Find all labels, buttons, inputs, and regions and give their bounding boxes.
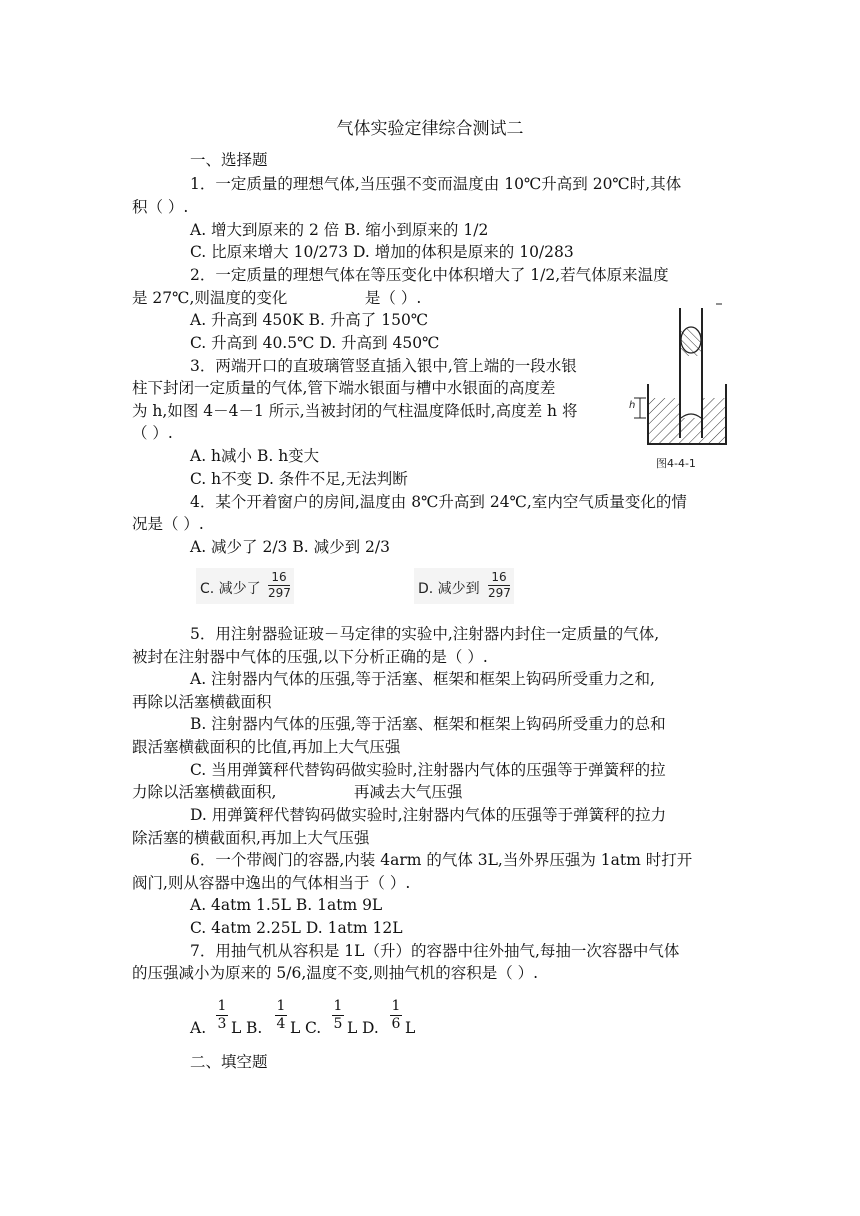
question-3-line-2: 柱下封闭一定质量的气体,管下端水银面与槽中水银面的高度差 [132,379,556,397]
question-5-option-c-1: C. 当用弹簧秤代替钩码做实验时,注射器内气体的压强等于弹簧秤的拉 [190,761,666,779]
fraction-numerator: 1 [333,998,343,1014]
question-4-line-2: 况是（ ）. [132,515,204,533]
question-7-label-d: D. [362,1019,379,1037]
question-2-options-cd: C. 升高到 40.5℃ D. 升高到 450℃ [190,334,440,352]
question-5-line-1: 5．用注射器验证玻－马定律的实验中,注射器内封住一定质量的气体, [190,625,660,643]
question-7-line-1: 7．用抽气机从容积是 1L（升）的容器中往外抽气,每抽一次容器中气体 [190,942,680,960]
question-4-options-ab: A. 减少了 2/3 B. 减少到 2/3 [190,538,390,556]
section-heading-2: 二、填空题 [190,1053,268,1071]
section-heading: 一、选择题 [190,151,268,169]
question-7-label-c: C. [305,1019,322,1037]
question-7-fraction-d [390,998,402,1032]
fraction-denominator: 297 [268,586,291,600]
question-5-line-2: 被封在注射器中气体的压强,以下分析正确的是（ ）. [132,648,488,666]
question-6-options-ab: A. 4atm 1.5L B. 1atm 9L [190,896,383,914]
fraction-denominator: 297 [488,586,511,600]
question-7-fraction-c [332,998,344,1032]
question-5-option-d-1: D. 用弹簧秤代替钩码做实验时,注射器内气体的压强等于弹簧秤的拉力 [190,806,667,824]
fraction-denominator: 4 [276,1016,286,1032]
fraction-numerator: 16 [271,570,287,584]
question-7-unit-a: L [231,1019,242,1037]
question-3-options-cd: C. h不变 D. 条件不足,无法判断 [190,470,408,488]
fraction-numerator: 1 [217,998,227,1014]
question-7-unit-b: L [290,1019,301,1037]
mercury-tube-figure [624,300,734,475]
figure-caption: 图4-4-1 [656,457,696,470]
question-7-unit-c: L [347,1019,358,1037]
fraction-numerator: 1 [276,998,286,1014]
question-2-line-1: 2．一定质量的理想气体在等压变化中体积增大了 1/2,若气体原来温度 [190,266,669,284]
question-2-options-ab: A. 升高到 450K B. 升高了 150℃ [190,311,429,329]
fraction-numerator: 16 [491,570,507,584]
question-6-line-2: 阀门,则从容器中逸出的气体相当于（ ）. [132,874,411,892]
option-d-text: D. 减少到 [418,581,480,597]
option-c-image [196,568,294,604]
question-7-label-b: B. [246,1019,263,1037]
question-6-options-cd: C. 4atm 2.25L D. 1atm 12L [190,919,403,937]
fraction-denominator: 3 [217,1016,227,1032]
question-1-line-2: 积（ ）. [132,198,189,216]
option-c-text: C. 减少了 [200,581,261,597]
question-1-line-1: 1．一定质量的理想气体,当压强不变而温度由 10℃升高到 20℃时,其体 [190,175,682,193]
question-7-fraction-b [275,998,287,1032]
fraction-denominator: 5 [333,1016,343,1032]
question-7-fraction-a [216,998,228,1032]
question-3-line-1: 3．两端开口的直玻璃管竖直插入银中,管上端的一段水银 [190,357,577,375]
option-d-fraction [488,571,510,600]
question-5-option-a-1: A. 注射器内气体的压强,等于活塞、框架和框架上钩码所受重力之和, [190,670,655,688]
question-3-line-3: 为 h,如图 4－4－1 所示,当被封闭的气柱温度降低时,高度差 h 将 [132,402,578,420]
question-4-line-1: 4．某个开着窗户的房间,温度由 8℃升高到 24℃,室内空气质量变化的情 [190,493,687,511]
question-3-line-4: （ ）. [132,424,173,442]
question-7-unit-d: L [405,1019,416,1037]
question-1-options-cd: C. 比原来增大 10/273 D. 增加的体积是原来的 10/283 [190,243,574,261]
question-5-option-b-2: 跟活塞横截面积的比值,再加上大气压强 [132,738,401,756]
question-5-option-a-2: 再除以活塞横截面积 [132,693,272,711]
question-1-options-ab: A. 增大到原来的 2 倍 B. 缩小到原来的 1/2 [190,221,489,239]
question-7-label-a: A. [190,1019,207,1037]
question-5-option-d-2: 除活塞的横截面积,再加上大气压强 [132,829,370,847]
figure-h-label: h [629,400,636,411]
question-2-line-2: 是 27℃,则温度的变化 是（ ）. [132,289,422,307]
question-5-option-b-1: B. 注射器内气体的压强,等于活塞、框架和框架上钩码所受重力的总和 [190,715,666,733]
fraction-numerator: 1 [391,998,401,1014]
option-d-image [414,568,514,604]
question-5-option-c-2: 力除以活塞横截面积, 再减去大气压强 [132,783,463,801]
question-3-options-ab: A. h减小 B. h变大 [190,447,320,465]
fraction-denominator: 6 [391,1016,401,1032]
question-7-line-2: 的压强减小为原来的 5/6,温度不变,则抽气机的容积是（ ）. [132,964,539,982]
page-title: 气体实验定律综合测试二 [336,119,524,139]
option-c-fraction [268,571,290,600]
question-6-line-1: 6．一个带阀门的容器,内装 4arm 的气体 3L,当外界压强为 1atm 时打开 [190,851,693,869]
